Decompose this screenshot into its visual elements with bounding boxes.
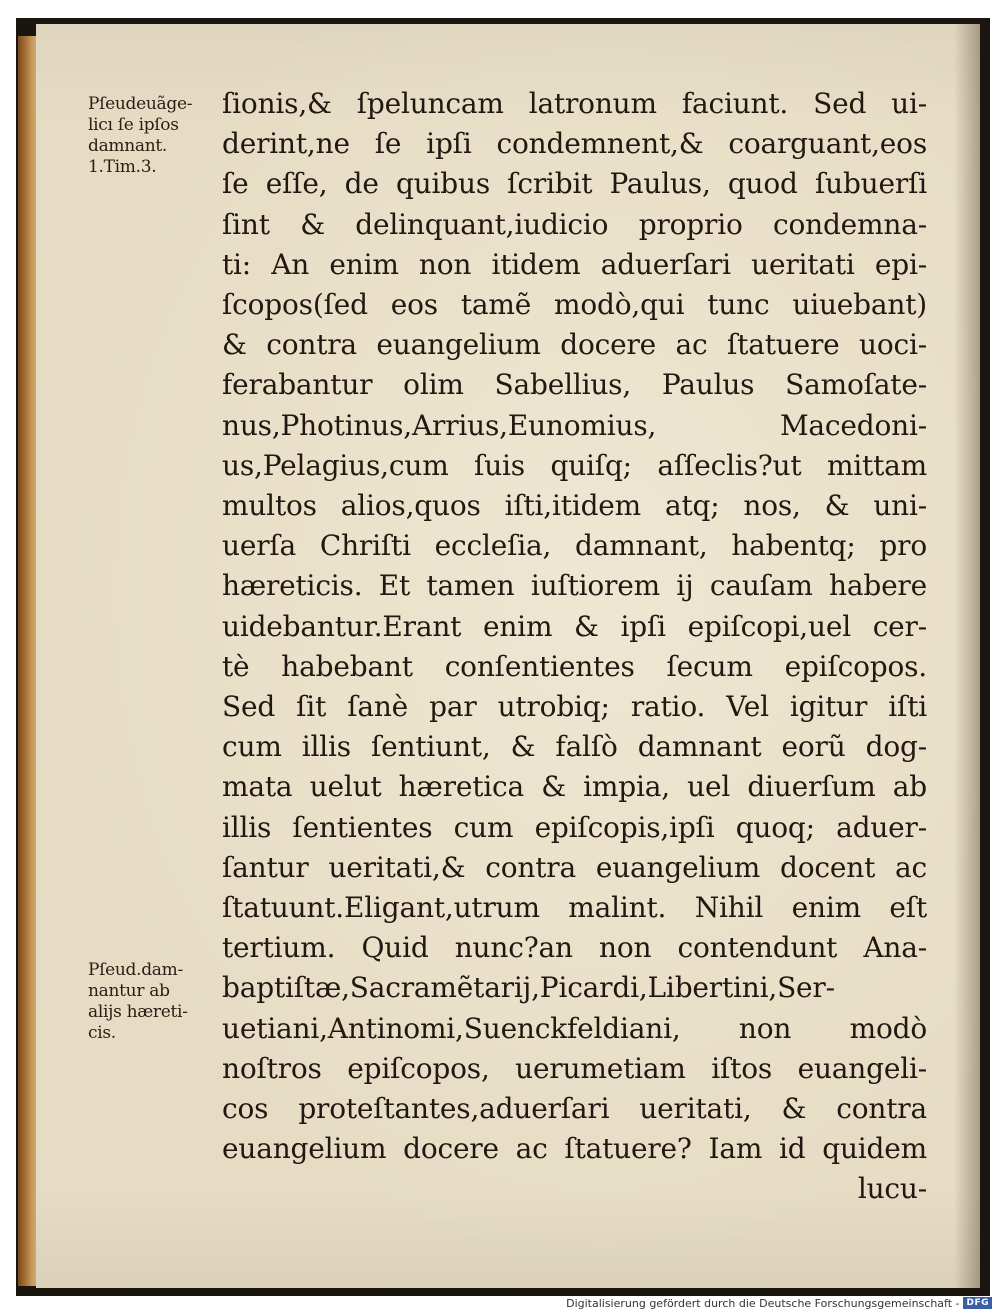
dfg-logo: DFG <box>963 1297 992 1309</box>
catchword: lucu- <box>857 1172 927 1206</box>
text-line: Sed ſit ſanè par utrobiq; ratio. Vel igitur iſti <box>222 690 927 724</box>
main-text-block <box>222 84 927 1210</box>
margin-note-2 <box>88 960 238 1044</box>
text-line: cos proteſtantes,aduerſari ueritati, & contra <box>222 1092 927 1126</box>
text-line: multos alios,quos iſti,itidem atq; nos, & uni- <box>222 489 927 523</box>
text-line: noſtros epiſcopos, uerumetiam iſtos euangeli- <box>222 1051 927 1085</box>
text-line: ſe eſſe, de quibus ſcribit Paulus, quod ſubuerſi <box>222 167 927 201</box>
text-line: tè habebant conſentientes ſecum epiſcopos. <box>222 649 927 683</box>
margin-note-line: licı ſe ipſos <box>88 115 179 135</box>
margin-note-line: Pſeudeuãge- <box>88 94 193 114</box>
digitization-footer <box>566 1295 992 1311</box>
text-line: uetiani,Antinomi,Suenckfeldiani, non modò <box>222 1011 927 1045</box>
text-line: baptiſtæ,Sacramẽtarij,Picardi,Libertini,Ser- <box>222 971 835 1005</box>
text-line: ſcopos(ſed eos tamẽ modò,qui tunc uiuebant) <box>222 288 927 322</box>
text-line: tertium. Quid nunc?an non contendunt Ana- <box>222 931 927 965</box>
text-line: ſantur ueritati,& contra euangelium docent ac <box>222 850 927 884</box>
margin-note-line: alijs hæreti- <box>88 1002 188 1022</box>
text-line: ti: An enim non itidem aduerſari ueritati epi- <box>222 247 927 281</box>
text-line: cum illis ſentiunt, & falſò damnant eorũ dog- <box>222 730 927 764</box>
text-line: euangelium docere ac ſtatuere? Iam id quidem <box>222 1132 927 1166</box>
margin-note-line: cis. <box>88 1023 116 1043</box>
text-line: nus,Photinus,Arrius,Eunomius, Macedoni- <box>222 408 927 442</box>
footer-credit: Digitalisierung gefördert durch die Deutsche Forschungsgemeinschaft - <box>566 1296 960 1310</box>
margin-note-line: 1.Tim.3. <box>88 157 157 177</box>
text-line: derint,ne ſe ipſi condemnent,& coarguant,eos <box>222 127 927 161</box>
margin-note-line: Pſeud.dam- <box>88 960 183 980</box>
text-line: ſint & delinquant,iudicio proprio condemna- <box>222 207 927 241</box>
margin-note-line: damnant. <box>88 136 168 156</box>
text-line: uerſa Chriſti eccleſia, damnant, habentq; pro <box>222 529 927 563</box>
text-line: mata uelut hæretica & impia, uel diuerſum ab <box>222 770 927 804</box>
margin-note-line: nantur ab <box>88 981 170 1001</box>
text-line: illis ſentientes cum epiſcopis,ipſi quoq; aduer- <box>222 810 927 844</box>
page-stack-edge <box>18 36 38 1286</box>
text-line: ſtatuunt.Eligant,utrum malint. Nihil enim eſt <box>222 891 927 925</box>
margin-note-1 <box>88 94 238 178</box>
gutter-shadow <box>954 24 980 1288</box>
text-line: ſionis,& ſpeluncam latronum faciunt. Sed ui- <box>222 87 927 120</box>
text-line: hæreticis. Et tamen iuſtiorem ij cauſam habere <box>222 569 927 603</box>
text-line: us,Pelagius,cum ſuis quiſq; aſſeclis?ut mittam <box>222 448 927 482</box>
text-line: & contra euangelium docere ac ſtatuere uoci- <box>222 328 927 362</box>
text-line: uidebantur.Erant enim & ipſi epiſcopi,uel cer- <box>222 609 927 643</box>
text-line: ferabantur olim Sabellius, Paulus Samoſate- <box>222 368 927 402</box>
